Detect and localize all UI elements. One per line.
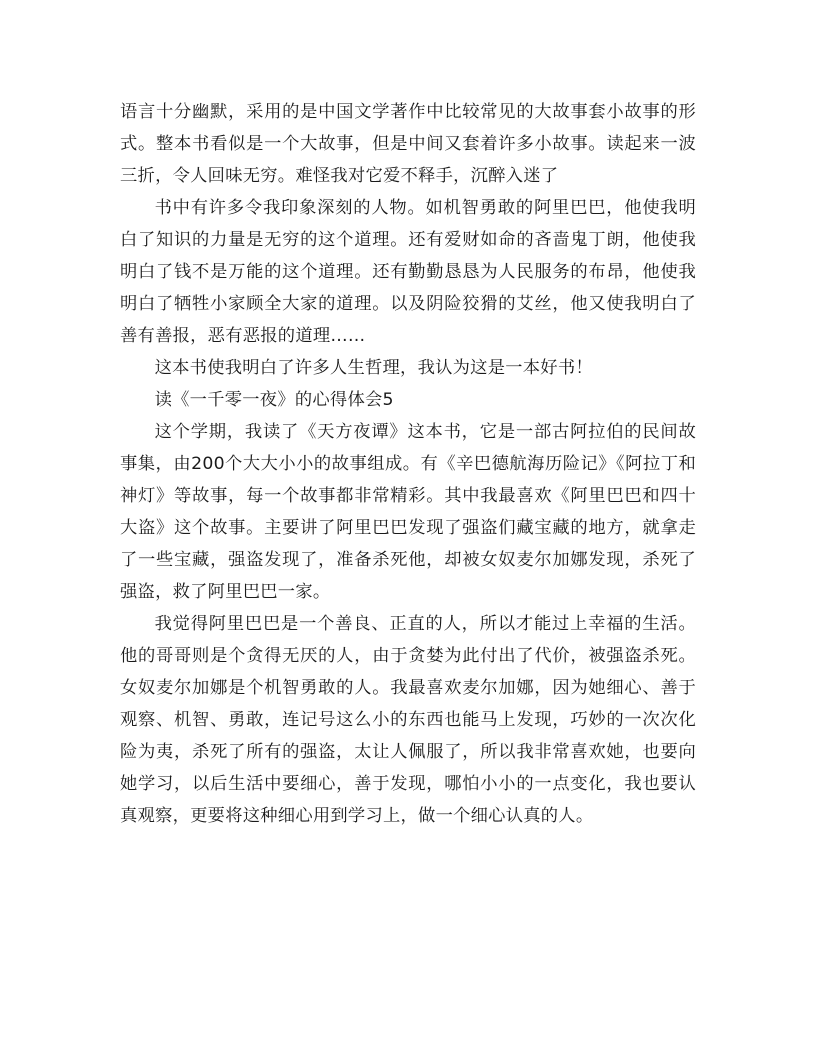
document-page (120, 96, 696, 832)
section-heading: 读《一千零一夜》的心得体会5 (154, 390, 394, 410)
paragraph-story-summary: 这个学期，我读了《天方夜谭》这本书，它是一部古阿拉伯的民间故事集，由200个大大小小的故事组成。有《辛巴德航海历险记》《阿拉丁和神灯》等故事，每一个故事都非常精彩。其中我最喜欢《阿里巴巴和四十大盗》这个故事。主要讲了阿里巴巴发现了强盗们藏宝藏的地方，就拿走了一些宝藏，强盗发现了，准备杀死他，却被女奴麦尔加娜发现，杀死了强盗，救了阿里巴巴一家。 (120, 422, 696, 602)
paragraph-characters: 书中有许多令我印象深刻的人物。如机智勇敢的阿里巴巴，他使我明白了知识的力量是无穷的这个道理。还有爱财如命的吝啬鬼丁朗，他使我明白了钱不是万能的这个道理。还有勤勤恳恳为人民服务的布昂，他使我明白了牺牲小家顾全大家的道理。以及阴险狡猾的艾丝，他又使我明白了善有善报，恶有恶报的道理…… (120, 198, 696, 346)
paragraph-reflection: 我觉得阿里巴巴是一个善良、正直的人，所以才能过上幸福的生活。他的哥哥则是个贪得无厌的人，由于贪婪为此付出了代价，被强盗杀死。女奴麦尔加娜是个机智勇敢的人。我最喜欢麦尔加娜，因为她细心、善于观察、机智、勇敢，连记号这么小的东西也能马上发现，巧妙的一次次化险为夷，杀死了所有的强盗，太让人佩服了，所以我非常喜欢她，也要向她学习，以后生活中要细心，善于发现，哪怕小小的一点变化，我也要认真观察，更要将这种细心用到学习上，做一个细心认真的人。 (120, 614, 696, 826)
paragraph-conclusion: 这本书使我明白了许多人生哲理，我认为这是一本好书！ (154, 358, 593, 378)
paragraph-continued-intro: 语言十分幽默，采用的是中国文学著作中比较常见的大故事套小故事的形式。整本书看似是一个大故事，但是中间又套着许多小故事。读起来一波三折，令人回味无穷。难怪我对它爱不释手，沉醉入迷了 (120, 102, 696, 186)
